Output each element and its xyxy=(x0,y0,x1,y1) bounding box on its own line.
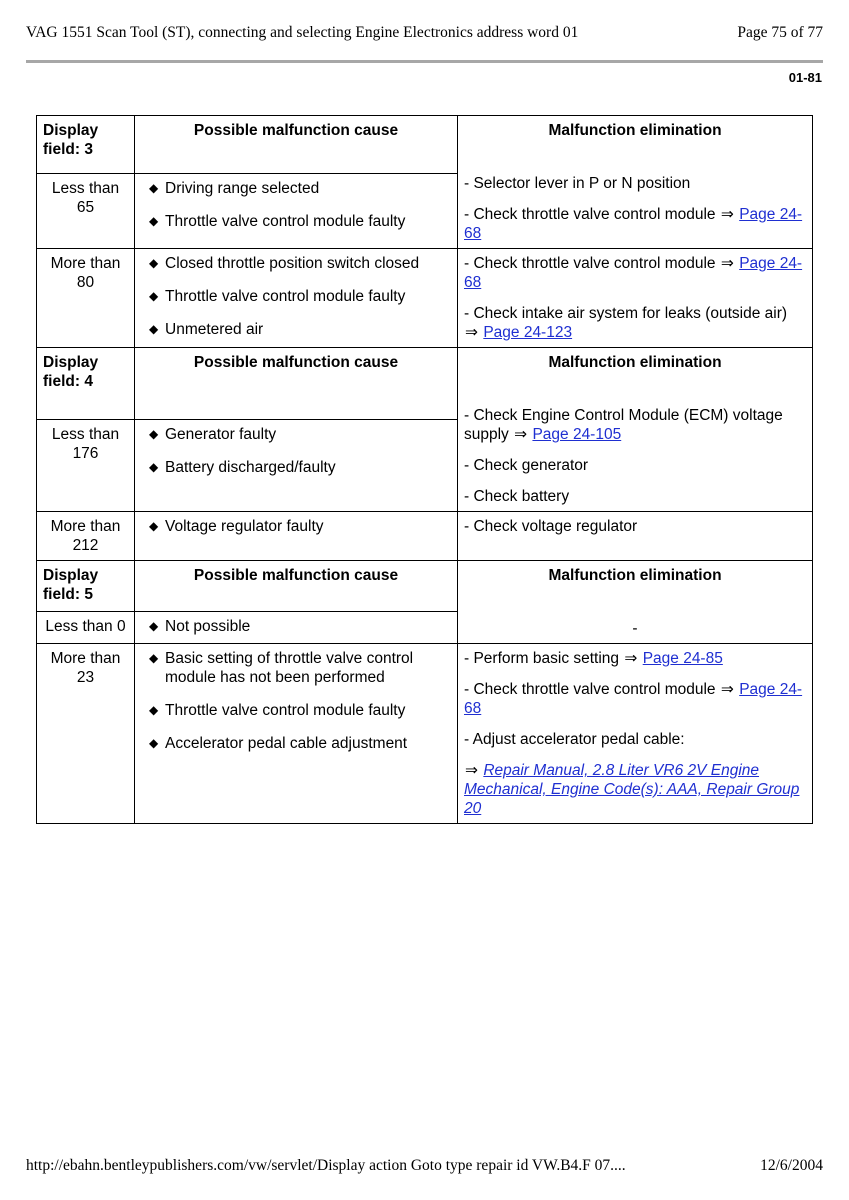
column-header-elimination-label: Malfunction elimination xyxy=(548,567,722,584)
cause-text: Unmetered air xyxy=(165,321,264,338)
diamond-bullet-icon: ◆ xyxy=(149,426,159,441)
cause-cell xyxy=(135,249,458,348)
diamond-bullet-icon: ◆ xyxy=(149,256,159,270)
arrow-icon: ⇒ xyxy=(465,324,478,341)
page-link[interactable]: Page 24-68 xyxy=(464,681,803,717)
diamond-bullet-icon: ◆ xyxy=(149,289,159,303)
footer-url: http://ebahn.bentleypublishers.com/vw/servlet/Display action Goto type repair id VW.B4.F 07.... xyxy=(26,1157,626,1174)
column-header-cause: Possible malfunction cause xyxy=(135,561,458,612)
cause-item xyxy=(141,617,451,636)
elimination-item xyxy=(464,205,806,243)
elimination-item xyxy=(464,680,806,718)
cause-item xyxy=(141,254,451,273)
cause-text: Generator faulty xyxy=(165,425,277,443)
elimination-item xyxy=(464,406,806,444)
threshold-value: Less than 0 xyxy=(37,612,135,644)
cause-text: Driving range selected xyxy=(165,180,320,198)
threshold-value: Less than 65 xyxy=(37,174,135,249)
table-row xyxy=(37,644,813,824)
page-number: Page 75 of 77 xyxy=(737,24,823,41)
elimination-text: - Check intake air system for leaks (outside air) xyxy=(464,305,788,322)
elimination-text: - Check throttle valve control module xyxy=(464,255,716,272)
table-header-row xyxy=(37,348,813,420)
elimination-item xyxy=(464,254,806,292)
repair-manual-reference xyxy=(464,761,806,818)
section-code: 01-81 xyxy=(788,70,822,85)
cause-item xyxy=(141,649,451,687)
cause-item xyxy=(141,179,451,198)
arrow-icon: ⇒ xyxy=(514,426,528,443)
column-header-cause: Possible malfunction cause xyxy=(135,348,458,420)
cause-text: Throttle valve control module faulty xyxy=(165,213,406,231)
cause-item xyxy=(141,287,451,306)
cause-text: Throttle valve control module faulty xyxy=(165,288,406,305)
cause-item xyxy=(141,458,451,477)
cause-item xyxy=(141,734,451,753)
cause-item xyxy=(141,425,451,444)
elimination-item xyxy=(464,730,806,749)
diamond-bullet-icon: ◆ xyxy=(149,619,159,634)
cause-text: Accelerator pedal cable adjustment xyxy=(165,735,408,752)
elimination-text: - Perform basic setting xyxy=(464,650,620,667)
diamond-bullet-icon: ◆ xyxy=(149,322,159,336)
diamond-bullet-icon: ◆ xyxy=(149,214,159,229)
table-header-row xyxy=(37,561,813,612)
header-divider xyxy=(26,60,823,63)
cause-cell xyxy=(135,612,458,644)
elimination-text: - Check battery xyxy=(464,488,570,505)
column-header-cause: Possible malfunction cause xyxy=(135,116,458,174)
elimination-text: - Check voltage regulator xyxy=(464,518,638,535)
arrow-icon: ⇒ xyxy=(720,255,734,272)
arrow-icon: ⇒ xyxy=(465,762,478,779)
threshold-value: More than 80 xyxy=(37,249,135,348)
cause-text: Closed throttle position switch closed xyxy=(165,255,420,272)
page-link[interactable]: Page 24-105 xyxy=(532,426,622,443)
elimination-item xyxy=(464,517,806,536)
elimination-item xyxy=(464,304,806,342)
diamond-bullet-icon: ◆ xyxy=(149,651,159,665)
cause-cell xyxy=(135,419,458,511)
elimination-text: - Check throttle valve control module xyxy=(464,681,716,698)
elimination-item xyxy=(464,456,806,475)
display-field-label: Display field: 3 xyxy=(37,116,135,174)
diamond-bullet-icon: ◆ xyxy=(149,736,159,750)
elimination-text: - Check throttle valve control module xyxy=(464,206,716,223)
diamond-bullet-icon: ◆ xyxy=(149,519,159,533)
diamond-bullet-icon: ◆ xyxy=(149,459,159,474)
footer-date: 12/6/2004 xyxy=(760,1157,823,1174)
arrow-icon: ⇒ xyxy=(720,681,734,698)
cause-text: Not possible xyxy=(165,618,251,636)
elimination-cell xyxy=(458,512,813,561)
page-link[interactable]: Page 24-68 xyxy=(464,206,803,242)
cause-text: Throttle valve control module faulty xyxy=(165,702,406,719)
table-header-row xyxy=(37,116,813,174)
cause-item xyxy=(141,320,451,339)
cause-text: Voltage regulator faulty xyxy=(165,518,324,535)
display-field-label: Display field: 5 xyxy=(37,561,135,612)
elimination-text: - xyxy=(632,620,638,637)
elimination-cell xyxy=(458,644,813,824)
document-title: VAG 1551 Scan Tool (ST), connecting and selecting Engine Electronics address word 01 xyxy=(26,24,579,41)
page-link[interactable]: Page 24-123 xyxy=(483,324,573,341)
table-row xyxy=(37,512,813,561)
threshold-value: More than 212 xyxy=(37,512,135,561)
cause-cell xyxy=(135,644,458,824)
table-row xyxy=(37,249,813,348)
arrow-icon: ⇒ xyxy=(624,650,638,667)
repair-manual-link[interactable]: Repair Manual, 2.8 Liter VR6 2V Engine Mechanical, Engine Code(s): AAA, Repair Group 20 xyxy=(464,762,800,817)
display-field-label: Display field: 4 xyxy=(37,348,135,420)
column-header-elimination xyxy=(458,348,813,512)
cause-cell xyxy=(135,174,458,249)
elimination-item xyxy=(464,174,806,193)
threshold-value: Less than 176 xyxy=(37,419,135,511)
elimination-text: - Selector lever in P or N position xyxy=(464,175,691,192)
diamond-bullet-icon: ◆ xyxy=(149,181,159,196)
cause-text: Battery discharged/faulty xyxy=(165,458,336,476)
cause-text: Basic setting of throttle valve control module has not been performed xyxy=(165,650,414,686)
column-header-elimination xyxy=(458,561,813,644)
malfunction-table xyxy=(36,115,813,824)
column-header-elimination-label: Malfunction elimination xyxy=(548,354,722,371)
elimination-text: - Check Engine Control Module (ECM) voltage supply xyxy=(464,407,783,443)
cause-cell xyxy=(135,512,458,561)
cause-item xyxy=(141,212,451,231)
column-header-elimination xyxy=(458,116,813,249)
elimination-text: - Adjust accelerator pedal cable: xyxy=(464,731,685,748)
cause-item xyxy=(141,701,451,720)
page-link[interactable]: Page 24-68 xyxy=(464,255,803,291)
elimination-text: - Check generator xyxy=(464,457,589,474)
elimination-item xyxy=(464,487,806,506)
page-link[interactable]: Page 24-85 xyxy=(642,650,723,667)
elimination-item xyxy=(464,649,806,668)
threshold-value: More than 23 xyxy=(37,644,135,824)
elimination-cell xyxy=(458,249,813,348)
cause-item xyxy=(141,517,451,536)
column-header-elimination-label: Malfunction elimination xyxy=(548,122,722,139)
diamond-bullet-icon: ◆ xyxy=(149,703,159,717)
arrow-icon: ⇒ xyxy=(720,206,734,223)
